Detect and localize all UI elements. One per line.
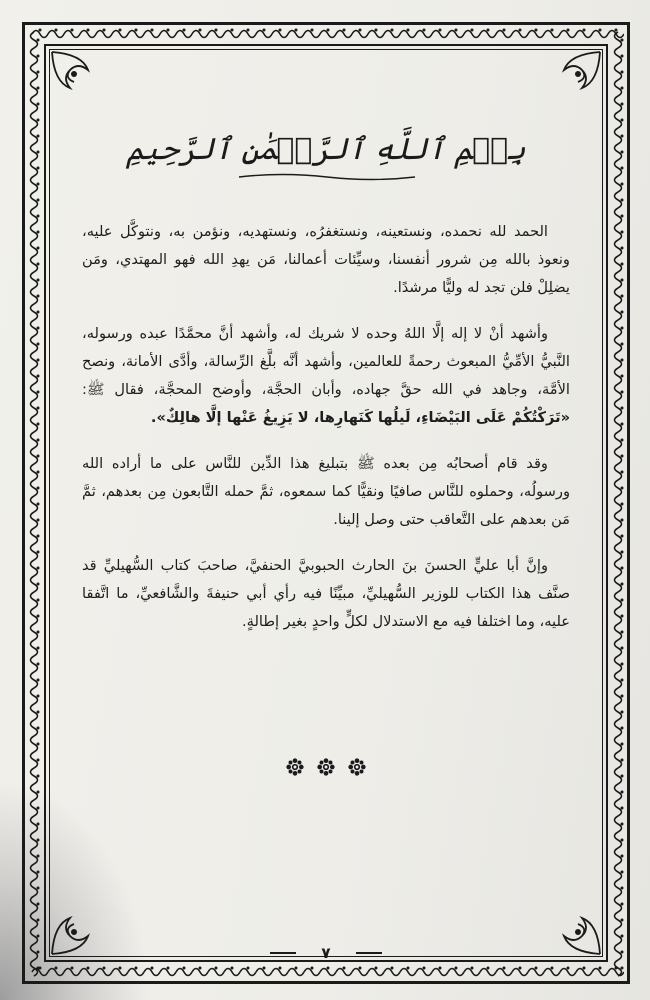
flower-ornament-icon: [286, 758, 304, 776]
basmala-flourish-icon: [237, 172, 417, 182]
basmala-heading: بِسۡمِ ٱللَّهِ ٱلرَّحۡمَٰنِ ٱلرَّحِيمِ: [126, 132, 526, 167]
paragraph-testimony: [82, 320, 570, 432]
section-divider: [22, 758, 630, 780]
introduction-text: [82, 218, 570, 654]
paragraph-author: وإنَّ أبا عليٍّ الحسنَ بنَ الحارث الحبوبيَّ الحنفيَّ، صاحبَ كتاب السُّهيليِّ قد صنَّف هذا الكتاب للوزير السُّهيليِّ، مبيِّنًا فيه رأي أبي حنيفةَ والشَّافعيِّ، ما اتَّفقا عليه، وما اختلفا فيه مع الاستدلال لكلٍّ واحدٍ بغير إطالةٍ.: [82, 557, 570, 630]
floral-border-icon: [27, 28, 41, 978]
floral-border-left: [27, 28, 41, 978]
page-number: ٧: [321, 944, 331, 962]
corner-flourish-icon: [48, 48, 118, 118]
flower-ornament-icon: [317, 758, 335, 776]
floral-border-bottom: [28, 965, 624, 979]
paragraph-praise: الحمد لله نحمده، ونستعينه، ونستغفرُه، ونستهديه، ونؤمن به، ونتوكَّل عليه، ونعوذ بالله مِن شرور أنفسنا، وسيِّئات أعمالنا، مَن يهدِ الله فهو المهتدي، ومَن يضلِلْ فلن تجد له وليًّا مرشدًا.: [82, 223, 570, 296]
floral-border-icon: [28, 27, 624, 41]
paragraph-companions: وقد قام أصحابُه مِن بعده ﷺ بتبليغ هذا الدِّين للنَّاس على ما أراده الله ورسولُه، وحملوه للنَّاس صافيًا ونقيًّا كما سمعوه، ثمَّ حمله التَّابعون مِن بعدهم، ثمَّ مَن بعدهم على التَّعاقب حتى وصل إلينا.: [82, 455, 570, 528]
corner-flourish-icon: [534, 888, 604, 958]
corner-flourish-icon: [48, 888, 118, 958]
page-number-rule-left: [270, 952, 296, 954]
floral-border-icon: [28, 965, 624, 979]
flower-ornament-icon: [348, 758, 366, 776]
corner-flourish-icon: [534, 48, 604, 118]
page-number-rule-right: [356, 952, 382, 954]
floral-border-icon: [611, 28, 625, 978]
hadith-quote: «تَرَكْتُكُمْ عَلَى البَيْضَاءِ، لَيلُها كَنَهارِها، لا يَزِيغُ عَنْها إلَّا هالِكٌ».: [150, 409, 570, 426]
book-page: [22, 22, 630, 984]
floral-border-right: [611, 28, 625, 978]
testimony-text: وأشهد أنْ لا إله إلَّا اللهُ وحده لا شريك له، وأشهد أنَّ محمَّدًا عبده ورسوله، النَّبيُّ الأمِّيُّ المبعوث رحمةً للعالمين، وأشهد أنَّه بلَّغ الرِّسالة، وأدَّى الأمانة، ونصح الأمَّة، وجاهد في الله حقَّ جهاده، وأبان الحجَّة، وأوضح المحجَّة، فقال ﷺ:: [82, 325, 570, 398]
floral-border-top: [28, 27, 624, 41]
